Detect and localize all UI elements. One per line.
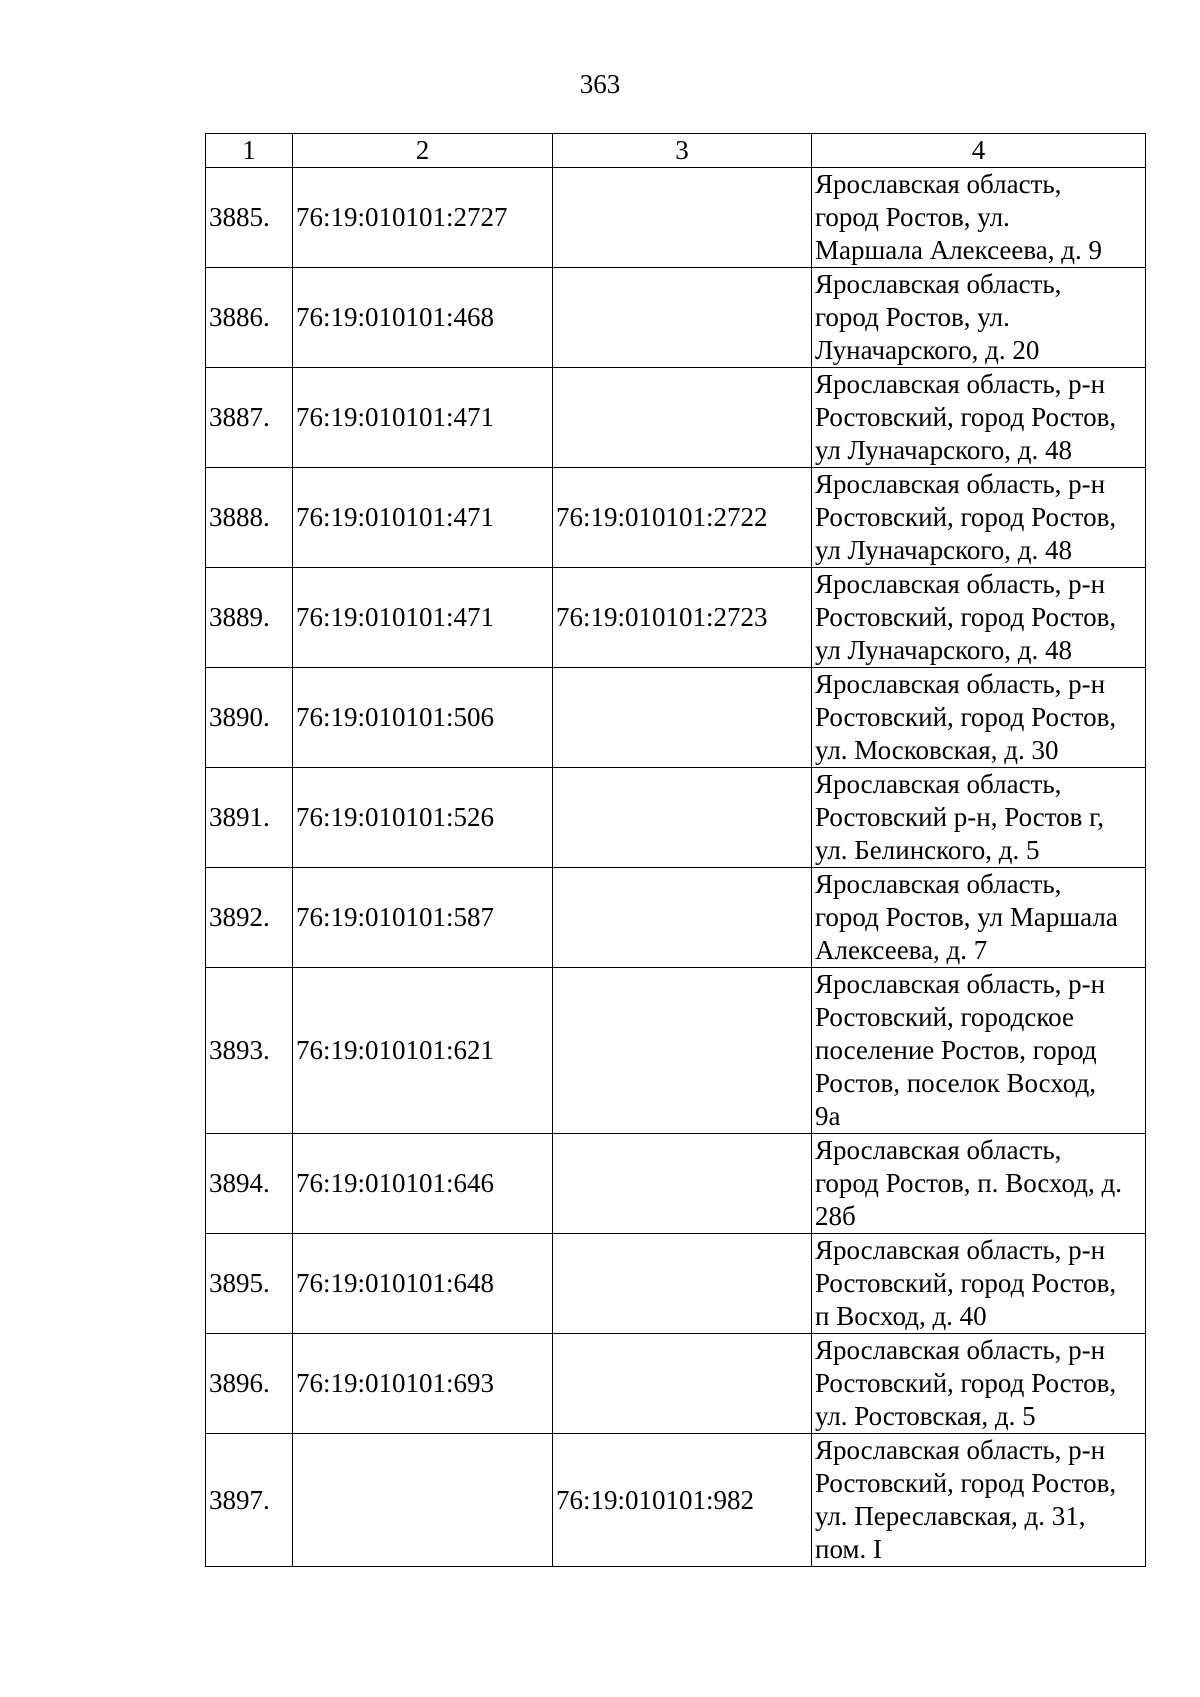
table-row: [206, 168, 1146, 268]
table-row: [206, 1334, 1146, 1434]
cadastral-number-cell: 76:19:010101:693: [293, 1334, 553, 1434]
address-line: город Ростов, ул Маршала: [815, 902, 1118, 932]
cadastral-number-cell: 76:19:010101:506: [293, 668, 553, 768]
address-line: Ярославская область, р-н: [815, 569, 1106, 599]
cadastral-number-cell: 76:19:010101:526: [293, 768, 553, 868]
cadastral-number-cell: [293, 1434, 553, 1567]
address-cell: [812, 568, 1146, 668]
address-cell: [812, 1134, 1146, 1234]
address-line: город Ростов, п. Восход, д.: [815, 1168, 1122, 1198]
address-line: Ярославская область, р-н: [815, 1235, 1106, 1265]
address-line: Ростовский, городское: [815, 1002, 1074, 1032]
address-line: Ростов, поселок Восход,: [815, 1068, 1096, 1098]
related-cadastral-number-cell: 76:19:010101:982: [553, 1434, 812, 1567]
cadastral-number-cell: 76:19:010101:471: [293, 568, 553, 668]
address-cell: [812, 368, 1146, 468]
address-cell: [812, 668, 1146, 768]
cadastral-number-cell: 76:19:010101:587: [293, 868, 553, 968]
table-row: [206, 568, 1146, 668]
related-cadastral-number-cell: 76:19:010101:2723: [553, 568, 812, 668]
header-row: [206, 134, 1146, 168]
address-line: город Ростов, ул.: [815, 202, 1010, 232]
address-line: Ростовский, город Ростов,: [815, 1368, 1117, 1398]
address-line: 28б: [815, 1201, 856, 1231]
table-row: [206, 1134, 1146, 1234]
table-row: [206, 1234, 1146, 1334]
related-cadastral-number-cell: 76:19:010101:2722: [553, 468, 812, 568]
address-line: Ростовский, город Ростов,: [815, 1268, 1117, 1298]
table-body: [206, 168, 1146, 1567]
address-line: Ростовский р-н, Ростов г,: [815, 802, 1104, 832]
address-line: Маршала Алексеева, д. 9: [815, 235, 1103, 265]
address-line: Ростовский, город Ростов,: [815, 502, 1117, 532]
related-cadastral-number-cell: [553, 868, 812, 968]
address-line: Ярославская область, р-н: [815, 369, 1106, 399]
related-cadastral-number-cell: [553, 168, 812, 268]
cadastral-number-cell: 76:19:010101:471: [293, 468, 553, 568]
address-cell: [812, 968, 1146, 1134]
address-line: Ярославская область,: [815, 169, 1062, 199]
address-line: Ярославская область,: [815, 1135, 1062, 1165]
row-number-cell: 3886.: [206, 268, 293, 368]
row-number-cell: 3893.: [206, 968, 293, 1134]
address-line: п Восход, д. 40: [815, 1301, 987, 1331]
address-line: Ярославская область, р-н: [815, 669, 1106, 699]
address-cell: [812, 168, 1146, 268]
cadastral-number-cell: 76:19:010101:648: [293, 1234, 553, 1334]
address-cell: [812, 1234, 1146, 1334]
related-cadastral-number-cell: [553, 1234, 812, 1334]
page-number: 363: [579, 69, 621, 99]
table-header: [206, 134, 1146, 168]
address-line: Ростовский, город Ростов,: [815, 602, 1117, 632]
related-cadastral-number-cell: [553, 1334, 812, 1434]
related-cadastral-number-cell: [553, 968, 812, 1134]
row-number-cell: 3889.: [206, 568, 293, 668]
address-cell: [812, 468, 1146, 568]
related-cadastral-number-cell: [553, 1134, 812, 1234]
related-cadastral-number-cell: [553, 668, 812, 768]
address-line: Ярославская область, р-н: [815, 969, 1106, 999]
address-line: Ярославская область,: [815, 269, 1062, 299]
address-line: 9а: [815, 1101, 841, 1131]
header-col-4: 4: [812, 134, 1146, 168]
address-line: поселение Ростов, город: [815, 1035, 1097, 1065]
table-row: [206, 968, 1146, 1134]
row-number-cell: 3890.: [206, 668, 293, 768]
row-number-cell: 3888.: [206, 468, 293, 568]
table-row: [206, 668, 1146, 768]
table-row: [206, 868, 1146, 968]
address-cell: [812, 768, 1146, 868]
address-line: ул. Белинского, д. 5: [815, 835, 1040, 865]
address-cell: [812, 268, 1146, 368]
address-line: ул. Переславская, д. 31,: [815, 1501, 1086, 1531]
address-line: Алексеева, д. 7: [815, 935, 988, 965]
cadastral-number-cell: 76:19:010101:471: [293, 368, 553, 468]
table-row: [206, 1434, 1146, 1567]
address-line: ул. Ростовская, д. 5: [815, 1401, 1036, 1431]
row-number-cell: 3885.: [206, 168, 293, 268]
table-row: [206, 268, 1146, 368]
row-number-cell: 3897.: [206, 1434, 293, 1567]
address-line: Ярославская область, р-н: [815, 469, 1106, 499]
address-line: Ростовский, город Ростов,: [815, 702, 1117, 732]
cadastral-number-cell: 76:19:010101:468: [293, 268, 553, 368]
row-number-cell: 3892.: [206, 868, 293, 968]
address-line: Ростовский, город Ростов,: [815, 402, 1117, 432]
address-line: Ростовский, город Ростов,: [815, 1468, 1117, 1498]
address-line: ул. Московская, д. 30: [815, 735, 1059, 765]
address-line: пом. I: [815, 1534, 883, 1564]
row-number-cell: 3891.: [206, 768, 293, 868]
address-cell: [812, 1434, 1146, 1567]
cadastral-number-cell: 76:19:010101:2727: [293, 168, 553, 268]
property-registry-table: [205, 133, 1146, 1567]
cadastral-number-cell: 76:19:010101:646: [293, 1134, 553, 1234]
table-row: [206, 768, 1146, 868]
related-cadastral-number-cell: [553, 368, 812, 468]
address-line: Ярославская область, р-н: [815, 1335, 1106, 1365]
address-line: Ярославская область,: [815, 869, 1062, 899]
header-col-2: 2: [293, 134, 553, 168]
row-number-cell: 3887.: [206, 368, 293, 468]
address-line: ул Луначарского, д. 48: [815, 635, 1072, 665]
related-cadastral-number-cell: [553, 268, 812, 368]
row-number-cell: 3894.: [206, 1134, 293, 1234]
address-cell: [812, 1334, 1146, 1434]
address-line: город Ростов, ул.: [815, 302, 1010, 332]
address-cell: [812, 868, 1146, 968]
address-line: ул Луначарского, д. 48: [815, 435, 1072, 465]
address-line: Луначарского, д. 20: [815, 335, 1040, 365]
related-cadastral-number-cell: [553, 768, 812, 868]
cadastral-number-cell: 76:19:010101:621: [293, 968, 553, 1134]
address-line: Ярославская область,: [815, 769, 1062, 799]
address-line: ул Луначарского, д. 48: [815, 535, 1072, 565]
address-line: Ярославская область, р-н: [815, 1435, 1106, 1465]
row-number-cell: 3895.: [206, 1234, 293, 1334]
table-row: [206, 468, 1146, 568]
table-row: [206, 368, 1146, 468]
header-col-3: 3: [553, 134, 812, 168]
row-number-cell: 3896.: [206, 1334, 293, 1434]
header-col-1: 1: [206, 134, 293, 168]
